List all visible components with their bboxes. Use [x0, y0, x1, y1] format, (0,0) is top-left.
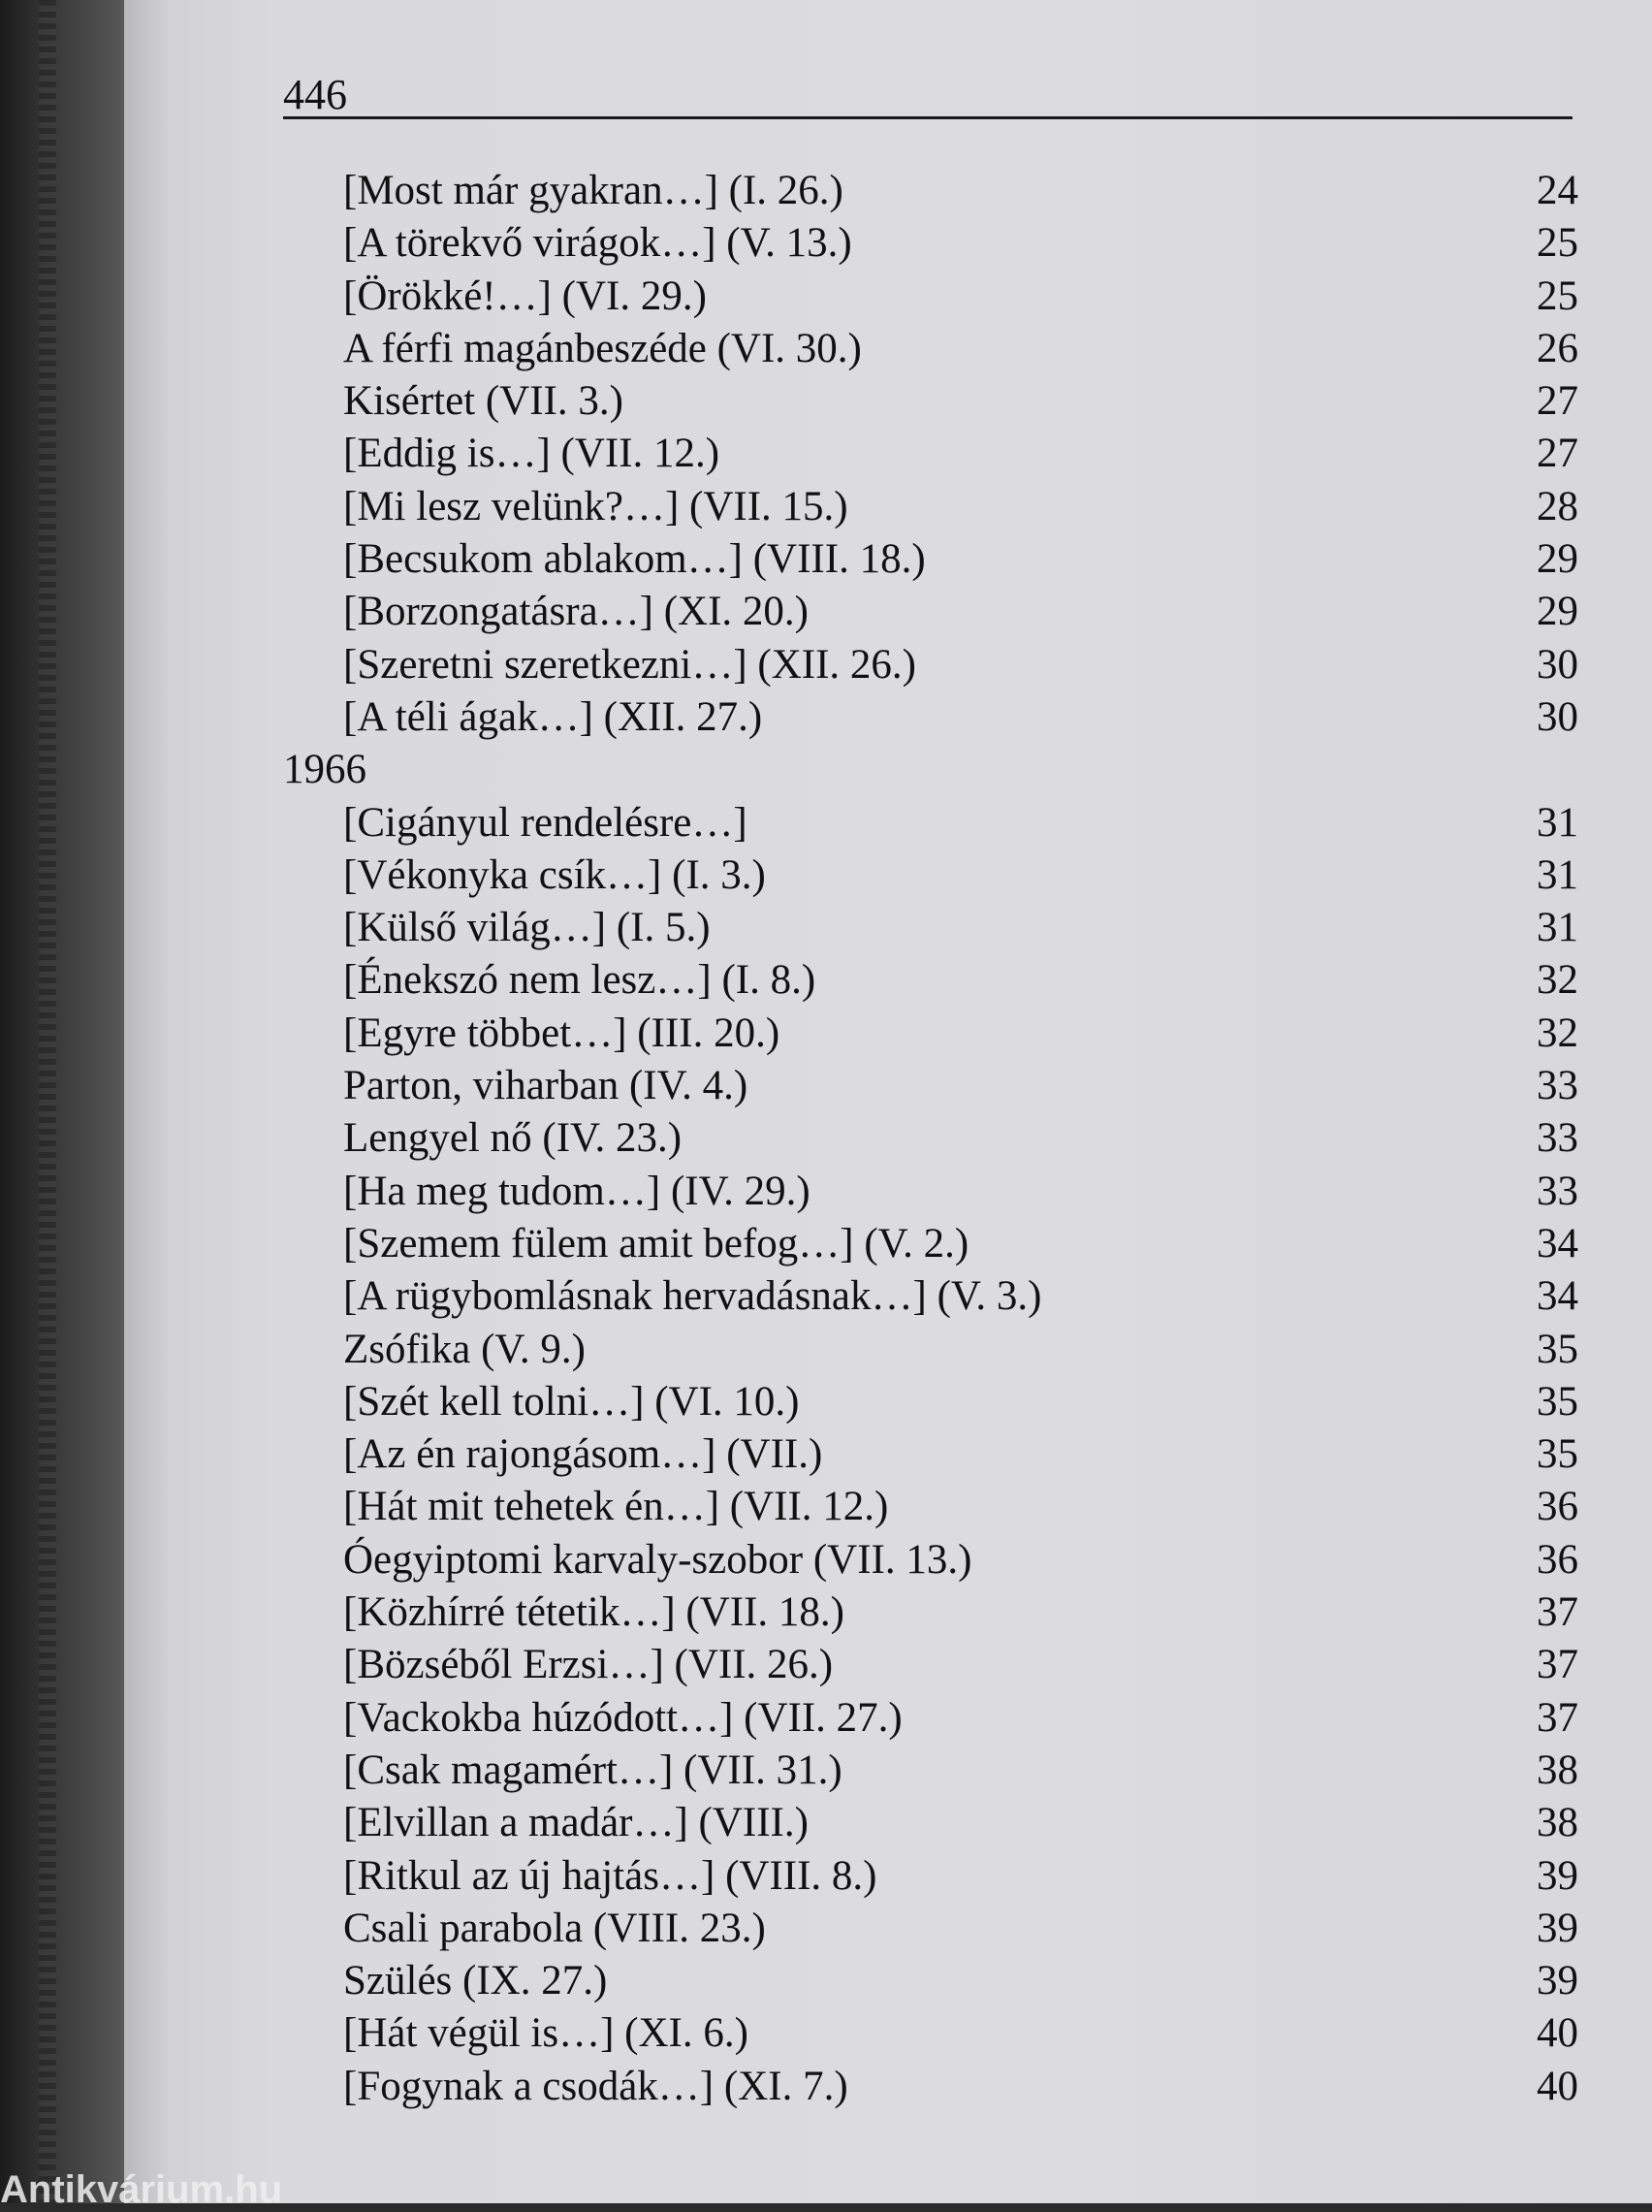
toc-year-row: [0, 744, 1652, 796]
toc-entry-title: [Eddig is…] (VII. 12.): [343, 431, 720, 477]
toc-entry-title: [Vackokba húzódott…] (VII. 27.): [343, 1694, 903, 1741]
toc-row: [0, 1955, 1652, 2007]
toc-entry-page: 35: [1537, 1431, 1578, 1478]
toc-entry-page: 39: [1537, 1852, 1578, 1899]
toc-entry-title: [Hát mit tehetek én…] (VII. 12.): [343, 1484, 889, 1530]
toc-entry-title: [Becsukom ablakom…] (VIII. 18.): [343, 536, 926, 583]
toc-row: [0, 428, 1652, 480]
toc-entry-title: A férfi magánbeszéde (VI. 30.): [343, 325, 862, 371]
toc-row: [0, 1060, 1652, 1112]
toc-row: [0, 2061, 1652, 2113]
toc-row: [0, 2007, 1652, 2060]
toc-entry-page: 28: [1537, 483, 1578, 529]
toc-entry-page: 40: [1537, 2010, 1578, 2057]
toc-entry-page: 32: [1537, 957, 1578, 1004]
toc-entry-title: [A törekvő virágok…] (V. 13.): [343, 220, 852, 267]
toc-entry-page: 37: [1537, 1694, 1578, 1741]
toc-entry-title: [Szemem fülem amit befog…] (V. 2.): [343, 1220, 969, 1266]
toc-entry-page: 30: [1537, 641, 1578, 688]
toc-entry-title: Zsófika (V. 9.): [343, 1326, 587, 1372]
toc-row: [0, 1903, 1652, 1955]
toc-row: [0, 1745, 1652, 1797]
toc-entry-page: 34: [1537, 1273, 1578, 1320]
toc-row: [0, 797, 1652, 850]
toc-row: [0, 586, 1652, 638]
toc-entry-title: [Most már gyakran…] (I. 26.): [343, 168, 843, 213]
toc-row: [0, 533, 1652, 586]
toc-entry-title: [Örökké!…] (VI. 29.): [343, 272, 707, 319]
toc-row: [0, 1270, 1652, 1323]
toc-entry-page: 29: [1537, 589, 1578, 635]
toc-entry-page: 33: [1537, 1063, 1578, 1109]
toc-entry-page: 40: [1537, 2063, 1578, 2109]
toc-entry-title: Lengyel nő (IV. 23.): [343, 1115, 683, 1162]
toc-entry-page: 27: [1537, 431, 1578, 477]
toc-entry-title: [Fogynak a csodák…] (XI. 7.): [343, 2063, 848, 2109]
toc-entry-title: Kisértet (VII. 3.): [343, 378, 623, 425]
toc-entry-title: [Ritkul az új hajtás…] (VIII. 8.): [343, 1852, 877, 1899]
toc-entry-page: 31: [1537, 905, 1578, 951]
page-number: 446: [283, 71, 347, 118]
toc-entry-page: 39: [1537, 1958, 1578, 2004]
toc-entry-page: 36: [1537, 1484, 1578, 1530]
toc-row: [0, 1218, 1652, 1270]
toc-entry-page: 33: [1537, 1115, 1578, 1162]
toc-entry-title: Szülés (IX. 27.): [343, 1958, 608, 2004]
toc-entry-title: [Ha meg tudom…] (IV. 29.): [343, 1168, 810, 1214]
toc-row: [0, 1324, 1652, 1376]
toc-row: [0, 165, 1652, 217]
toc-row: [0, 217, 1652, 270]
toc-row: [0, 1587, 1652, 1639]
toc-row: [0, 1850, 1652, 1903]
toc-entry-title: [Bözséből Erzsi…] (VII. 26.): [343, 1642, 834, 1688]
toc-entry-page: 32: [1537, 1010, 1578, 1056]
toc-entry-title: [Hát végül is…] (XI. 6.): [343, 2010, 748, 2057]
toc-row: [0, 850, 1652, 902]
toc-entry-page: 31: [1537, 851, 1578, 898]
toc-year-heading: 1966: [283, 747, 366, 793]
toc-row: [0, 1376, 1652, 1428]
toc-entry-page: 27: [1537, 378, 1578, 425]
toc-entry-title: [Cigányul rendelésre…]: [343, 799, 747, 846]
toc-entry-page: 25: [1537, 220, 1578, 267]
toc-row: [0, 1797, 1652, 1849]
toc-row: [0, 481, 1652, 533]
toc-entry-page: 37: [1537, 1589, 1578, 1636]
toc-entry-title: Óegyiptomi karvaly-szobor (VII. 13.): [343, 1536, 972, 1583]
toc-entry-title: [Közhírré tétetik…] (VII. 18.): [343, 1589, 844, 1636]
toc-entry-page: 30: [1537, 693, 1578, 740]
toc-entry-title: Csali parabola (VIII. 23.): [343, 1905, 766, 1951]
toc-entry-page: 25: [1537, 272, 1578, 319]
toc-entry-title: [Borzongatásra…] (XI. 20.): [343, 589, 809, 635]
toc-entry-title: [Mi lesz velünk?…] (VII. 15.): [343, 483, 848, 529]
toc-entry-page: 39: [1537, 1905, 1578, 1951]
watermark-text: Antikvárium.hu: [0, 2168, 283, 2211]
toc-row: [0, 375, 1652, 428]
toc-row: [0, 1112, 1652, 1165]
toc-entry-page: 38: [1537, 1747, 1578, 1793]
toc-entry-page: 29: [1537, 536, 1578, 583]
toc-row: [0, 1428, 1652, 1481]
toc-row: [0, 1534, 1652, 1587]
toc-entry-page: 24: [1537, 168, 1578, 213]
toc-entry-title: [Külső világ…] (I. 5.): [343, 905, 711, 951]
toc-entry-title: [Egyre többet…] (III. 20.): [343, 1010, 780, 1056]
toc-entry-title: Parton, viharban (IV. 4.): [343, 1063, 748, 1109]
toc-entry-title: [Vékonyka csík…] (I. 3.): [343, 851, 766, 898]
toc-entry-title: [Szeretni szeretkezni…] (XII. 26.): [343, 641, 916, 688]
toc-row: [0, 954, 1652, 1007]
toc-row: [0, 1639, 1652, 1691]
toc-entry-title: [Énekszó nem lesz…] (I. 8.): [343, 957, 816, 1004]
toc-row: [0, 1166, 1652, 1218]
toc-entry-page: 35: [1537, 1378, 1578, 1425]
toc-row: [0, 323, 1652, 375]
toc-row: [0, 1692, 1652, 1745]
toc-entry-title: [A rügybomlásnak hervadásnak…] (V. 3.): [343, 1273, 1042, 1320]
toc-row: [0, 639, 1652, 691]
toc-entry-page: 35: [1537, 1326, 1578, 1372]
toc-entry-page: 26: [1537, 325, 1578, 371]
toc-row: [0, 1008, 1652, 1060]
toc-row: [0, 271, 1652, 323]
toc-entry-page: 33: [1537, 1168, 1578, 1214]
toc-entry-title: [Elvillan a madár…] (VIII.): [343, 1800, 809, 1846]
toc-entry-title: [Szét kell tolni…] (VI. 10.): [343, 1378, 800, 1425]
toc-entry-title: [A téli ágak…] (XII. 27.): [343, 693, 763, 740]
toc-entry-page: 37: [1537, 1642, 1578, 1688]
toc-row: [0, 1481, 1652, 1533]
toc-entry-title: [Csak magamért…] (VII. 31.): [343, 1747, 842, 1793]
table-of-contents: [0, 165, 1652, 2113]
toc-row: [0, 902, 1652, 954]
toc-entry-page: 36: [1537, 1536, 1578, 1583]
toc-entry-page: 34: [1537, 1220, 1578, 1266]
toc-entry-title: [Az én rajongásom…] (VII.): [343, 1431, 823, 1478]
toc-entry-page: 31: [1537, 799, 1578, 846]
toc-entry-page: 38: [1537, 1800, 1578, 1846]
toc-row: [0, 691, 1652, 744]
page-header: [283, 64, 1573, 119]
